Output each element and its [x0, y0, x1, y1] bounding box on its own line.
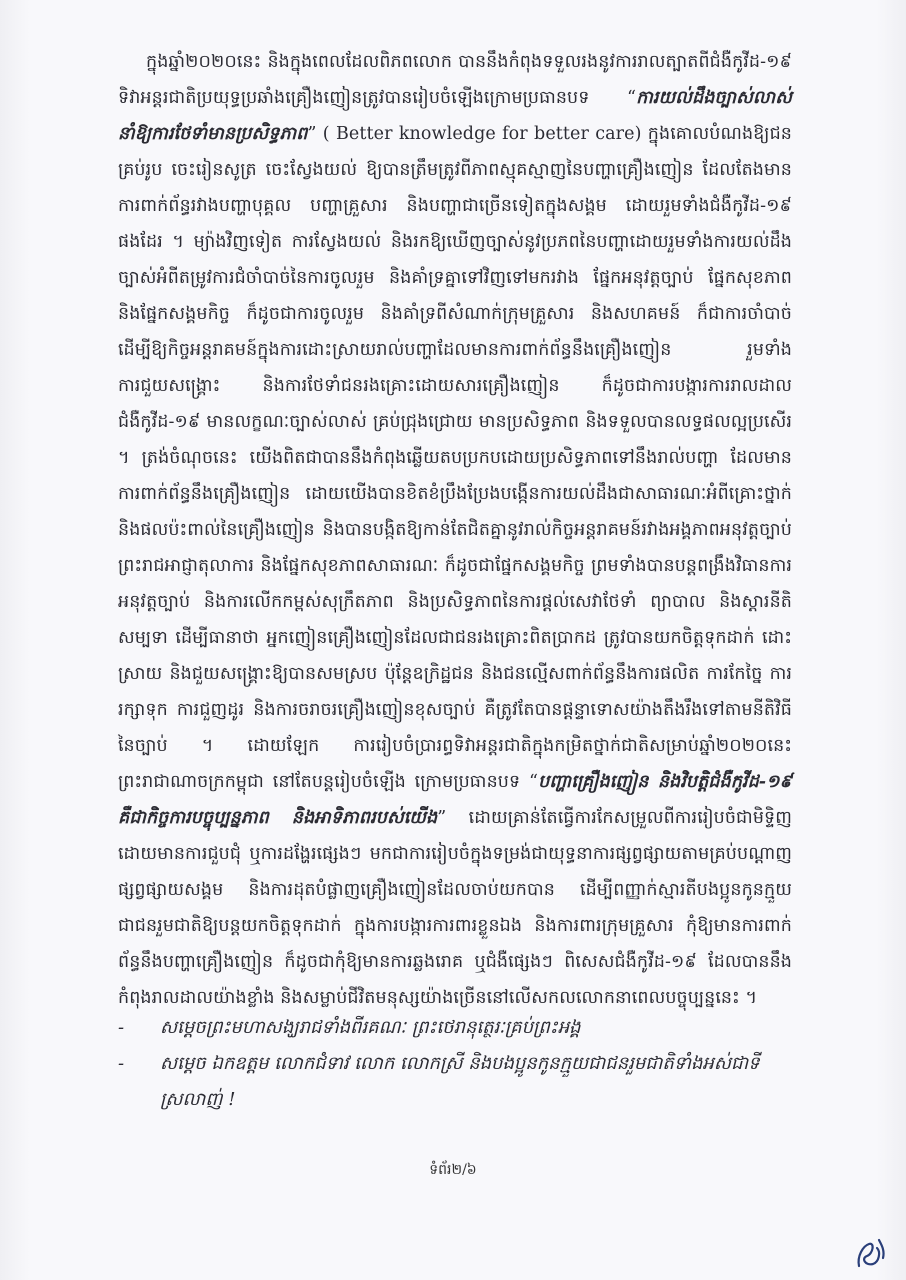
signature-initial-icon	[851, 1232, 891, 1272]
page-number: ទំព័រ២/៦	[429, 1162, 477, 1178]
body-text	[118, 44, 792, 1016]
theme-title-1: ការយល់ដឹងច្បាស់លាស់នាំឱ្យការថែទាំមានប្រសិទ្ធភាព	[118, 88, 792, 144]
paragraph-part-2: ” ( Better knowledge for better care) ក្នុងគោលបំណងឱ្យជនគ្រប់រូប ចេះរៀនសូត្រ ចេះស្វែងយល់ ឱ្យបានត្រឹមត្រូវពីភាពស្មុគស្មាញនៃបញ្ហាគ្រឿងញៀន ដែលតែងមានការពាក់ព័ន្ធរវាងបញ្ហាបុគ្គល បញ្ហាគ្រួសារ និងបញ្ហាជាច្រើនទៀតក្នុងសង្គម ដោយរួមទាំងជំងឺកូវីដ-១៩ ផងដែរ ។ ម្យ៉ាងវិញទៀត ការស្វែងយល់ និងរកឱ្យឃើញច្បាស់នូវប្រភពនៃបញ្ហាដោយរួមទាំងការយល់ដឹងច្បាស់អំពីតម្រូវការជំចាំបាច់នៃការចូលរួម និងគាំទ្រគ្នាទៅវិញទៅមករវាង ផ្នែកអនុវត្តច្បាប់ ផ្នែកសុខភាព និងផ្នែកសង្គមកិច្ច ក៏ដូចជាការចូលរួម និងគាំទ្រពីសំណាក់ក្រុមគ្រួសារ និងសហគមន៍ ក៏ជាការចាំបាច់ ដើម្បីឱ្យកិច្ចអន្តរាគមន៍ក្នុងការដោះស្រាយរាល់បញ្ហាដែលមានការពាក់ព័ន្ធនឹងគ្រឿងញៀន រួមទាំងការជួយសង្គ្រោះ និងការថែទាំជនរងគ្រោះដោយសារគ្រឿងញៀន ក៏ដូចជាការបង្ការការរាលដាលជំងឺកូវីដ-១៩ មានលក្ខណៈច្បាស់លាស់ គ្រប់ជ្រុងជ្រោយ មានប្រសិទ្ធភាព និងទទួលបានលទ្ធផលល្អប្រសើរ ។ ត្រង់ចំណុចនេះ យើងពិតជាបាននឹងកំពុងឆ្លើយតបប្រកបដោយប្រសិទ្ធភាពទៅនឹងរាល់បញ្ហា ដែលមានការពាក់ព័ន្ធនឹងគ្រឿងញៀន ដោយយើងបានខិតខំប្រឹងប្រែងបង្កើនការយល់ដឹងជាសាធារណៈអំពីគ្រោះថ្នាក់ និងផលប៉ះពាល់នៃគ្រឿងញៀន និងបានបង្កិតឱ្យកាន់តែជិតគ្នានូវរាល់កិច្ចអន្តរាគមន៍រវាងអង្គភាពអនុវត្តច្បាប់ ព្រះរាជអាជ្ញាតុលាការ និងផ្នែកសុខភាពសាធារណៈ ក៏ដូចជាផ្នែកសង្គមកិច្ច ព្រមទាំងបានបន្តពង្រឹងវិធានការអនុវត្តច្បាប់ និងការលើកកម្ពស់សុក្រឹតភាព និងប្រសិទ្ធភាពនៃការផ្តល់សេវាថែទាំ ព្យាបាល និងស្តារនីតិសម្បទា ដើម្បីធានាថា អ្នកញៀនគ្រឿងញៀនដែលជាជនរងគ្រោះពិតប្រាកដ ត្រូវបានយកចិត្តទុកដាក់ ដោះស្រាយ និងជួយសង្គ្រោះឱ្យបានសមស្រប ប៉ុន្តែឧក្រិដ្ឋជន និងជនល្មើសពាក់ព័ន្ធនឹងការផលិត ការកែច្នៃ ការរក្សាទុក ការជួញដូរ និងការចរាចរគ្រឿងញៀនខុសច្បាប់ គឺត្រូវតែបានផ្តន្ទាទោសយ៉ាងតឹងរឹងទៅតាមនីតិវិធីនៃច្បាប់ ។ ដោយឡែក ការរៀបចំប្រារព្ធទិវាអន្តរជាតិក្នុងកម្រិតថ្នាក់ជាតិសម្រាប់ឆ្នាំ២០២០នេះ ព្រះរាជាណាចក្រកម្ពុជា នៅតែបន្តរៀបចំឡើង ក្រោមប្រធានបទ “	[118, 124, 792, 792]
salutation-text: សម្តេចព្រះមហាសង្ឃរាជទាំងពីរគណៈ ព្រះថេរានុត្ថេរៈគ្រប់ព្រះអង្គ	[160, 1017, 581, 1038]
paragraph-part-1: ក្នុងឆ្នាំ២០២០នេះ និងក្នុងពេលដែលពិភពលោក បាននឹងកំពុងទទួលរងនូវការរាលត្បាតពីជំងឺកូវីដ-១៩ ទិវាអន្តរជាតិប្រយុទ្ធប្រឆាំងគ្រឿងញៀនត្រូវបានរៀបចំឡើងក្រោមប្រធានបទ “	[118, 52, 792, 108]
paragraph-part-3: ” ដោយគ្រាន់តែធ្វើការកែសម្រួលពីការរៀបចំជាមិទ្ទិញ ដោយមានការជួបជុំ ឬការដង្ហែរផ្សេងៗ មកជាការរៀបចំក្នុងទម្រង់ជាយុទ្ធនាការផ្សព្វផ្សាយតាមគ្រប់បណ្តាញផ្សព្វផ្សាយសង្គម និងការដុតបំផ្លាញគ្រឿងញៀនដែលចាប់យកបាន ដើម្បីពញ្ញាក់ស្មារតីបងប្អូនកូនក្មួយជាជនរួមជាតិឱ្យបន្តយកចិត្តទុកដាក់ ក្នុងការបង្ការការពារខ្លួនឯង និងការពារក្រុមគ្រួសារ កុំឱ្យមានការពាក់ព័ន្ធនឹងបញ្ហាគ្រឿងញៀន ក៏ដូចជាកុំឱ្យមានការឆ្លងរោគ ឬជំងឺផ្សេងៗ ពិសេសជំងឺកូវីដ-១៩ ដែលបាននឹងកំពុងរាលដាលយ៉ាងខ្លាំង និងសម្លាប់ជីវិតមនុស្សយ៉ាងច្រើននៅលើសកលលោកនាពេលបច្ចុប្បន្ននេះ ។	[118, 808, 792, 1008]
theme-title-2: បញ្ហាគ្រឿងញៀន និងវិបត្តិជំងឺកូវីដ-១៩ គឺជាកិច្ចការបច្ចុប្បន្នភាព និងអាទិភាពរបស់យើង	[118, 772, 792, 828]
salutation-text: សម្តេច ឯកឧត្តម លោកជំទាវ លោក លោកស្រី និងបងប្អូនកូនក្មួយជាជនរួមជាតិទាំងអស់ជាទីស្រលាញ់ !	[160, 1053, 760, 1110]
salutation-item	[118, 1010, 798, 1046]
salutation-item	[118, 1046, 798, 1118]
main-paragraph	[118, 44, 792, 1016]
closing-salutations	[118, 1010, 798, 1118]
dash-bullet: -	[118, 1017, 125, 1038]
dash-bullet: -	[118, 1053, 125, 1074]
